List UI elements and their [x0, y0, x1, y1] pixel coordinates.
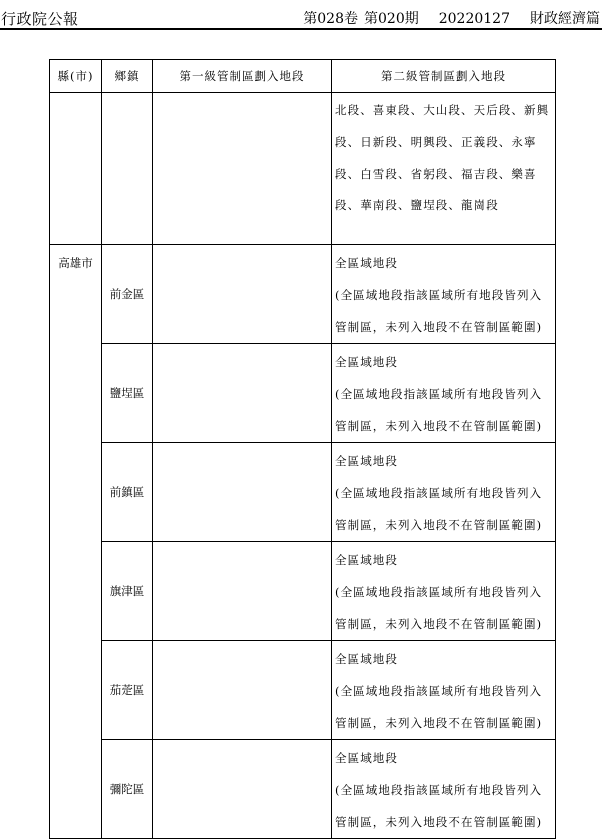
table-row — [50, 93, 556, 245]
zone-line: 全區域地段 — [335, 652, 398, 666]
control-zone-table — [49, 59, 556, 839]
table-row — [50, 542, 556, 641]
zone-note-line: 管制區，未列入地段不在管制區範圍) — [335, 815, 543, 829]
county-cell: 高雄市 — [50, 245, 102, 839]
zone-line: 全區域地段 — [335, 751, 398, 765]
table-row — [50, 344, 556, 443]
zone-note-line: 管制區，未列入地段不在管制區範圍) — [335, 518, 543, 532]
town-cell: 旗津區 — [102, 542, 153, 641]
level1-cell — [153, 542, 332, 641]
town-cell — [102, 93, 153, 245]
zone-note-line: (全區域地段指該區域所有地段皆列入 — [335, 783, 543, 797]
column-header-level2: 第二級管制區劃入地段 — [332, 60, 556, 93]
section-list-line: 段、日新段、明興段、正義段、永寧 — [335, 134, 537, 149]
issue-label: 第020期 — [364, 11, 419, 27]
column-header-town: 鄉鎮 — [102, 60, 153, 93]
table-row — [50, 740, 556, 839]
level1-cell — [153, 641, 332, 740]
level1-cell — [153, 245, 332, 344]
zone-note-line: (全區域地段指該區域所有地段皆列入 — [335, 288, 543, 302]
level2-cell — [332, 344, 556, 443]
level2-cell — [332, 740, 556, 839]
zone-line: 全區域地段 — [335, 553, 398, 567]
town-cell: 前鎮區 — [102, 443, 153, 542]
zone-note-line: 管制區，未列入地段不在管制區範圍) — [335, 716, 543, 730]
section-list-line: 北段、喜東段、大山段、天后段、新興 — [335, 103, 550, 117]
zone-line: 全區域地段 — [335, 256, 398, 270]
level1-cell — [153, 93, 332, 245]
section-list-line: 段、華南段、鹽埕段、龍崗段 — [335, 198, 499, 213]
date-label: 20220127 — [438, 11, 510, 27]
level1-cell — [153, 344, 332, 443]
level1-cell — [153, 740, 332, 839]
county-cell — [50, 93, 102, 245]
zone-note-line: 管制區，未列入地段不在管制區範圍) — [335, 617, 543, 631]
volume-label: 第028卷 — [303, 11, 358, 27]
town-cell: 彌陀區 — [102, 740, 153, 839]
issue-info — [303, 8, 600, 28]
zone-note-line: (全區域地段指該區域所有地段皆列入 — [335, 585, 543, 599]
town-cell: 茄萣區 — [102, 641, 153, 740]
column-header-level1: 第一級管制區劃入地段 — [153, 60, 332, 93]
column-header-county: 縣(市) — [50, 60, 102, 93]
gazette-header — [0, 0, 602, 30]
level2-cell — [332, 245, 556, 344]
level2-cell — [332, 443, 556, 542]
zone-note-line: (全區域地段指該區域所有地段皆列入 — [335, 684, 543, 698]
zone-line: 全區域地段 — [335, 454, 398, 468]
zone-note-line: 管制區，未列入地段不在管制區範圍) — [335, 320, 543, 334]
section-label: 財政經濟篇 — [530, 11, 600, 27]
publisher-title: 行政院公報 — [1, 10, 79, 28]
header-rule — [0, 28, 602, 30]
table-header-row — [50, 60, 556, 93]
level2-cell — [332, 93, 556, 245]
zone-note-line: (全區域地段指該區域所有地段皆列入 — [335, 486, 543, 500]
zone-note-line: 管制區，未列入地段不在管制區範圍) — [335, 419, 543, 433]
section-list-line: 段、白雪段、省躬段、福吉段、樂喜 — [335, 166, 537, 181]
level2-cell — [332, 542, 556, 641]
zone-line: 全區域地段 — [335, 355, 398, 369]
table-row — [50, 641, 556, 740]
table-row — [50, 245, 556, 344]
town-cell: 鹽埕區 — [102, 344, 153, 443]
town-cell: 前金區 — [102, 245, 153, 344]
zone-note-line: (全區域地段指該區域所有地段皆列入 — [335, 387, 543, 401]
level2-cell — [332, 641, 556, 740]
table-row — [50, 443, 556, 542]
level1-cell — [153, 443, 332, 542]
